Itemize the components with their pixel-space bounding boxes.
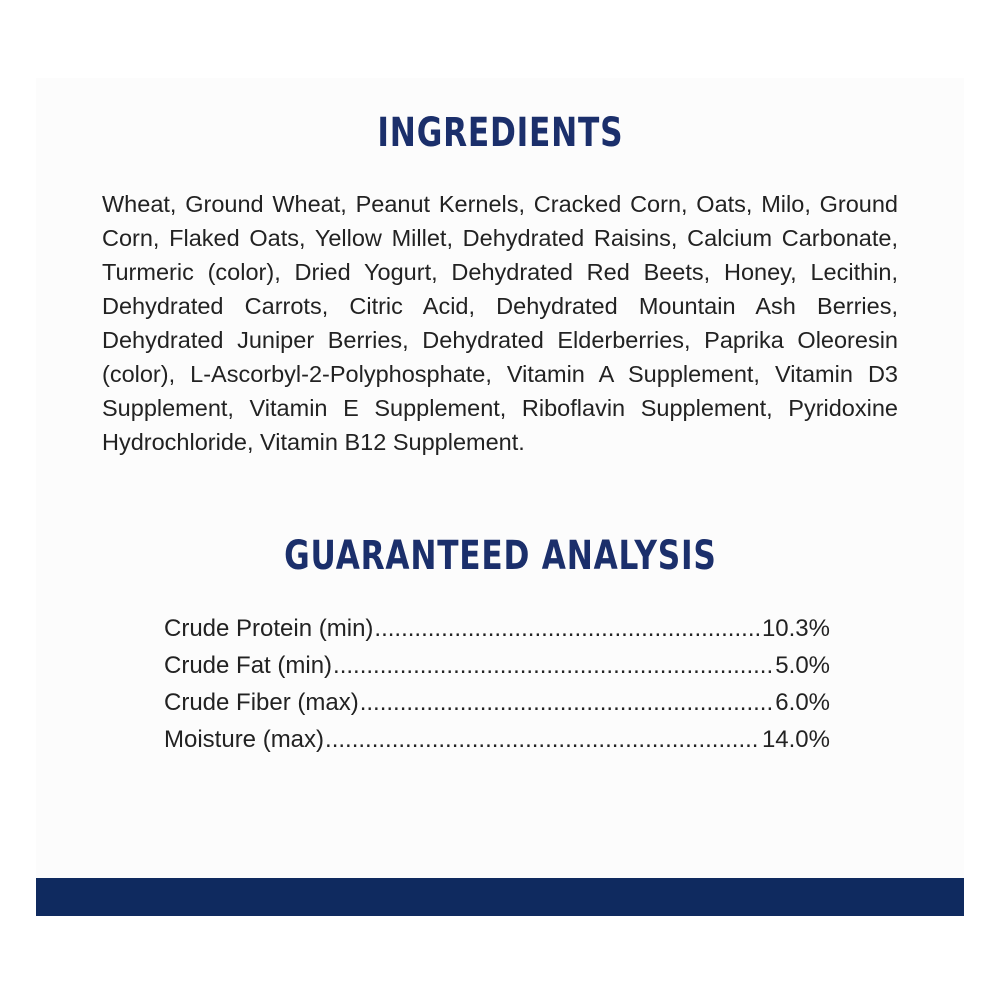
- analysis-row-crude-fiber: [164, 684, 830, 721]
- analysis-label: Crude Fiber (max): [164, 689, 359, 716]
- dot-leader: [374, 610, 759, 647]
- analysis-value: 5.0%: [775, 652, 830, 679]
- analysis-label: Moisture (max): [164, 726, 325, 753]
- guaranteed-analysis-list: [164, 610, 830, 758]
- ingredients-text: Wheat, Ground Wheat, Peanut Kernels, Cracked Corn, Oats, Milo, Ground Corn, Flaked Oats, Yellow Millet, Dehydrated Raisins, Calcium Carbonate, Turmeric (color), Dried Yogurt, Dehydrated Red Beets, Honey, Lecithin, Dehydrated Carrots, Citric Acid, Dehydrated Mountain Ash Berries, Dehydrated Juniper Berries, Dehydrated Elderberries, Paprika Oleoresin (color), L-Ascorbyl-2-Polyphosphate, Vitamin A Supplement, Vitamin D3 Supplement, Vitamin E Supplement, Riboflavin Supplement, Pyridoxine Hydrochloride, Vitamin B12 Supplement.: [102, 191, 898, 455]
- dot-leader: [360, 684, 773, 721]
- guaranteed-analysis-heading: GUARANTEED ANALYSIS: [284, 533, 717, 579]
- analysis-value: 6.0%: [775, 689, 830, 716]
- dot-leader: [333, 647, 772, 684]
- analysis-value: 10.3%: [761, 615, 830, 642]
- analysis-value: 14.0%: [761, 726, 830, 753]
- ingredients-heading: INGREDIENTS: [377, 110, 624, 156]
- analysis-label: Crude Protein (min): [164, 615, 374, 642]
- analysis-row-crude-fat: [164, 647, 830, 684]
- analysis-row-crude-protein: [164, 610, 830, 647]
- footer-band: [36, 878, 964, 916]
- analysis-row-moisture: [164, 721, 830, 758]
- dot-leader: [325, 721, 759, 758]
- analysis-label: Crude Fat (min): [164, 652, 333, 679]
